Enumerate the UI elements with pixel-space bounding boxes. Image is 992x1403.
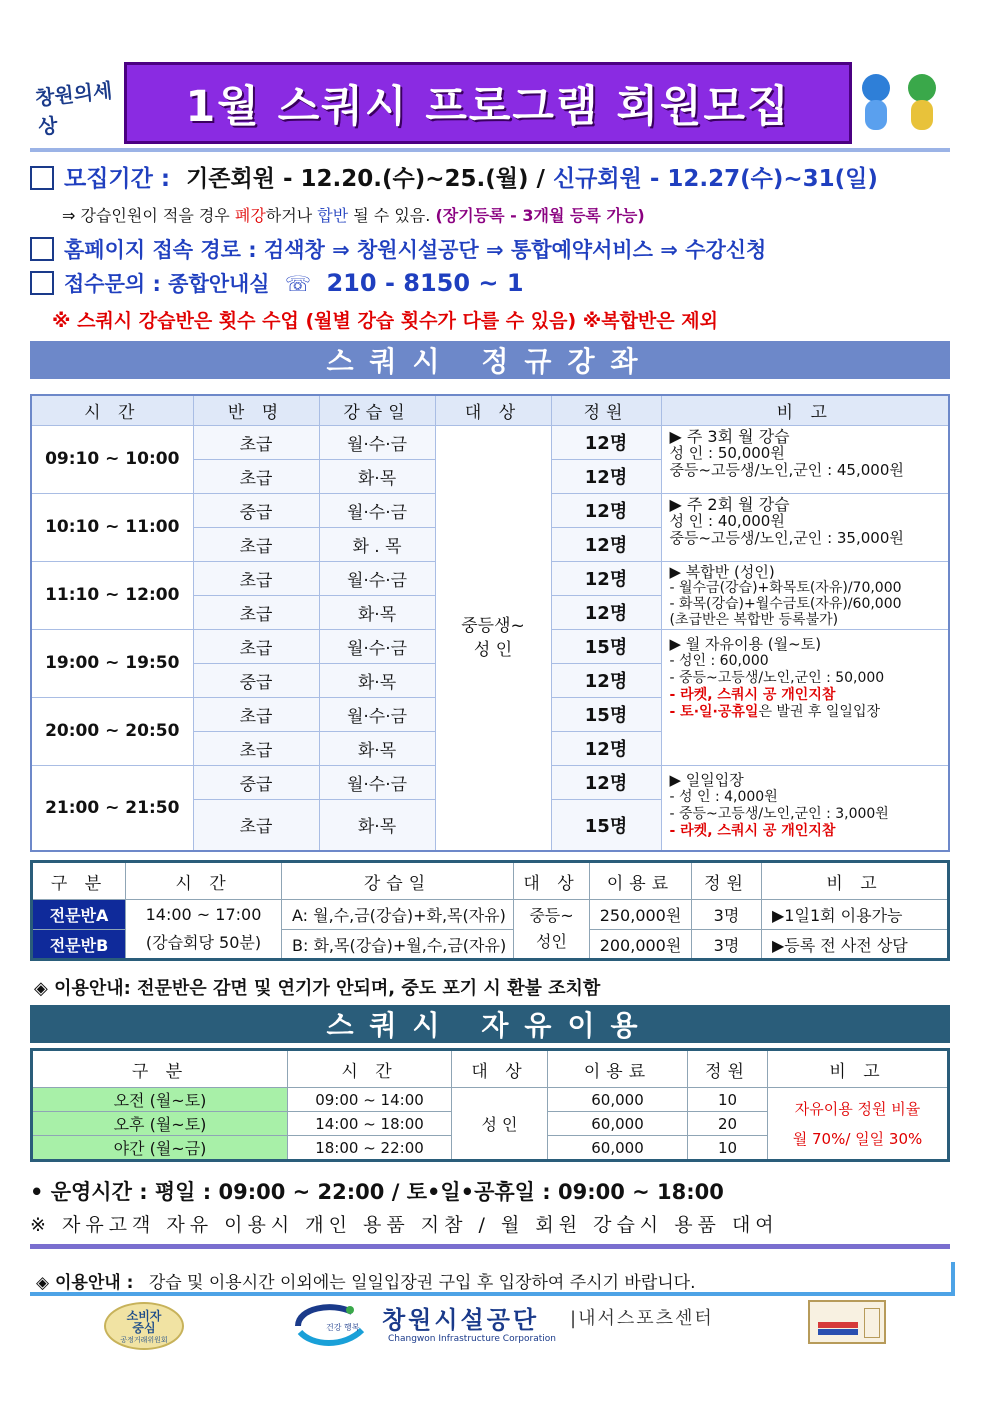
note-line: 성 인 : 40,000원	[669, 511, 785, 530]
mascot-icons	[856, 74, 948, 134]
col-header: 대 상	[435, 395, 551, 425]
free-note-line: 월 70%/ 일일 30%	[792, 1129, 923, 1148]
capacity: 12명	[551, 765, 661, 799]
time-slot: 11:10 ~ 12:00	[31, 561, 193, 629]
free-target: 성 인	[452, 1088, 548, 1161]
class-days: 화 . 목	[319, 527, 435, 561]
note-weekly-2	[661, 493, 949, 561]
table-header-row	[31, 395, 949, 425]
col-header: 시 간	[31, 395, 193, 425]
class-level: 중급	[193, 765, 319, 799]
note-line: - 라켓, 스쿼시 공 개인지참	[669, 822, 836, 839]
capacity: 12명	[551, 561, 661, 595]
pro-target-line: 성인	[536, 932, 567, 951]
footer-notice	[30, 1262, 955, 1296]
target-line: 중등생~	[461, 615, 525, 636]
class-days: 화·목	[319, 731, 435, 765]
checkbox-icon	[30, 237, 54, 261]
col-header: 반 명	[193, 395, 319, 425]
note-line: - 성 인 : 4,000원	[669, 788, 778, 805]
free-capacity: 20	[688, 1112, 768, 1136]
class-level: 중급	[193, 663, 319, 697]
col-header: 이용료	[590, 862, 692, 900]
col-header: 강습일	[319, 395, 435, 425]
note-line: 은 발권 후 일일입장	[758, 703, 880, 720]
pro-class-table	[30, 860, 950, 961]
pro-days: B: 화,목(강습)+월,수,금(자유)	[282, 930, 514, 960]
table-row	[32, 1088, 949, 1112]
col-header: 비 고	[762, 862, 949, 900]
contact-number: 210 - 8150 ~ 1	[326, 269, 524, 297]
col-header: 정원	[551, 395, 661, 425]
class-level: 초급	[193, 731, 319, 765]
time-slot: 09:10 ~ 10:00	[31, 425, 193, 493]
footer-text: 강습 및 이용시간 이외에는 일일입장권 구입 후 입장하여 주시기 바랍니다.	[148, 1273, 696, 1293]
note-monthly-free	[661, 629, 949, 765]
class-days: 월·수·금	[319, 629, 435, 663]
note-daily	[661, 765, 949, 851]
free-note-line: 자유이용 정원 비율	[794, 1099, 921, 1118]
note-line: ▶ 주 3회 월 강습	[669, 426, 790, 446]
free-capacity: 10	[688, 1136, 768, 1161]
pro-target	[514, 900, 590, 960]
changwon-logo: 창원의세상	[34, 78, 114, 140]
recruit-existing: 기존회원 - 12.20.(수)~25.(월)	[186, 166, 529, 192]
col-header: 대 상	[514, 862, 590, 900]
class-notice: ※ 스쿼시 강습반은 횟수 수업 (월별 강습 횟수가 다를 수 있음) ※복합반은 제외	[52, 310, 718, 332]
recruit-new: 신규회원 - 12.27(수)~31(일)	[552, 166, 878, 192]
footer-label: ◈ 이용안내 :	[36, 1273, 134, 1293]
table-row	[32, 900, 949, 930]
title-banner	[124, 62, 852, 144]
note-line: ▶ 일일입장	[669, 770, 744, 789]
col-header: 시 간	[288, 1050, 452, 1088]
consumer-logo-text: 공정거래위원회	[120, 1336, 168, 1344]
homepage-path-text: 홈페이지 접속 경로 : 검색창 ⇒ 창원시설공단 ⇒ 통합예약서비스 ⇒ 수강신청	[64, 238, 767, 262]
col-header: 비 고	[661, 395, 949, 425]
class-level: 초급	[193, 425, 319, 459]
class-days: 월·수·금	[319, 765, 435, 799]
pro-class-label: 전문반A	[32, 900, 126, 930]
pro-note: ▶1일1회 이용가능	[762, 900, 949, 930]
free-time: 14:00 ~ 18:00	[288, 1112, 452, 1136]
capacity: 12명	[551, 731, 661, 765]
free-period: 야간 (월~금)	[32, 1136, 288, 1161]
pro-target-line: 중등~	[529, 906, 574, 925]
class-days: 월·수·금	[319, 425, 435, 459]
class-level: 초급	[193, 459, 319, 493]
pro-days: A: 월,수,금(강습)+화,목(자유)	[282, 900, 514, 930]
pro-note: ▶등록 전 사전 상담	[762, 930, 949, 960]
class-days: 화·목	[319, 595, 435, 629]
homepage-path	[30, 234, 766, 264]
target-cell	[435, 425, 551, 851]
class-days: 화·목	[319, 799, 435, 851]
checkbox-icon	[30, 271, 54, 295]
pro-capacity: 3명	[692, 930, 762, 960]
consumer-logo-text: 소비자	[126, 1309, 162, 1323]
capacity: 12명	[551, 527, 661, 561]
note-line: 성 인 : 50,000원	[669, 443, 785, 462]
capacity: 12명	[551, 595, 661, 629]
regular-class-table	[30, 394, 950, 852]
col-header: 구 분	[32, 1050, 288, 1088]
pro-class-label: 전문반B	[32, 930, 126, 960]
center-name: |내서스포츠센터	[570, 1308, 714, 1329]
note-line: - 중등~고등생/노인,군인 : 50,000	[669, 669, 885, 686]
free-fee: 60,000	[548, 1088, 688, 1112]
class-days: 월·수·금	[319, 493, 435, 527]
table-header-row	[32, 1050, 949, 1088]
free-fee: 60,000	[548, 1112, 688, 1136]
free-time: 09:00 ~ 14:00	[288, 1088, 452, 1112]
time-slot: 20:00 ~ 20:50	[31, 697, 193, 765]
class-days: 월·수·금	[319, 561, 435, 595]
class-level: 중급	[193, 493, 319, 527]
changwon-mark-text: 건강 행복	[326, 1323, 360, 1332]
free-use-table	[30, 1048, 950, 1162]
note-line: 중등~고등생/노인,군인 : 35,000원	[669, 528, 904, 547]
note-merged: 합반	[317, 206, 349, 225]
header-divider	[30, 148, 950, 152]
col-header: 비 고	[768, 1050, 949, 1088]
target-line: 성 인	[473, 639, 513, 660]
blue-mascot-icon	[856, 74, 896, 132]
note-line: - 토·일·공휴일	[669, 703, 759, 720]
consumer-logo-text: 중심	[132, 1321, 156, 1335]
recruit-note	[62, 203, 645, 226]
table-row	[31, 425, 949, 459]
capacity: 12명	[551, 493, 661, 527]
note-line: 중등~고등생/노인,군인 : 45,000원	[669, 460, 904, 479]
note-prefix: ⇒ 강습인원이 적을 경우	[62, 206, 235, 225]
free-capacity: 10	[688, 1088, 768, 1112]
org-subtitle: Changwon Infrastructure Corporation	[388, 1334, 556, 1344]
pro-time	[126, 900, 282, 960]
note-line: - 라켓, 스쿼시 공 개인지참	[669, 686, 836, 703]
org-name: 창원시설공단	[382, 1306, 540, 1334]
equipment-note: ※ 자유고객 자유 이용시 개인 용품 지참 / 월 회원 강습시 용품 대여	[30, 1214, 779, 1236]
note-line: - 화목(강습)+월수금토(자유)/60,000	[669, 595, 902, 612]
note-suffix: 될 수 있음.	[348, 206, 436, 225]
capacity: 12명	[551, 459, 661, 493]
recruit-period	[30, 160, 878, 193]
col-header: 대 상	[452, 1050, 548, 1088]
note-closed: 폐강	[234, 206, 266, 225]
footer-logos	[30, 1300, 950, 1360]
page-title: 1월 스쿼시 프로그램 회원모집	[185, 81, 791, 132]
checkbox-icon	[30, 166, 54, 190]
certification-emblem-icon	[808, 1300, 886, 1344]
class-level: 초급	[193, 697, 319, 731]
col-header: 강습일	[282, 862, 514, 900]
pro-notice: ◈ 이용안내: 전문반은 감면 및 연기가 안되며, 중도 포기 시 환불 조치함	[34, 978, 601, 999]
pro-capacity: 3명	[692, 900, 762, 930]
free-period: 오전 (월~토)	[32, 1088, 288, 1112]
capacity: 12명	[551, 663, 661, 697]
consumer-logo	[104, 1302, 184, 1350]
header	[30, 60, 950, 145]
pro-fee: 200,000원	[590, 930, 692, 960]
capacity: 15명	[551, 697, 661, 731]
note-line: - 중등~고등생/노인,군인 : 3,000원	[669, 805, 889, 822]
note-line: ▶ 월 자유이용 (월~토)	[669, 634, 822, 653]
note-mid: 하거나	[265, 206, 318, 225]
capacity: 12명	[551, 425, 661, 459]
col-header: 정원	[692, 862, 762, 900]
pro-fee: 250,000원	[590, 900, 692, 930]
pro-time-line: (강습회당 50분)	[145, 933, 262, 952]
free-period: 오후 (월~토)	[32, 1112, 288, 1136]
capacity: 15명	[551, 629, 661, 663]
note-line: - 월수금(강습)+화목토(자유)/70,000	[669, 579, 902, 596]
col-header: 시 간	[126, 862, 282, 900]
green-mascot-icon	[902, 74, 942, 132]
class-level: 초급	[193, 595, 319, 629]
time-slot: 21:00 ~ 21:50	[31, 765, 193, 851]
free-note	[768, 1088, 949, 1161]
operating-hours: • 운영시간 : 평일 : 09:00 ~ 22:00 / 토•일•공휴일 : 09:00 ~ 18:00	[30, 1180, 724, 1204]
class-level: 초급	[193, 629, 319, 663]
note-line: ▶ 주 2회 월 강습	[669, 494, 790, 514]
free-time: 18:00 ~ 22:00	[288, 1136, 452, 1161]
class-level: 초급	[193, 527, 319, 561]
class-days: 화·목	[319, 663, 435, 697]
capacity: 15명	[551, 799, 661, 851]
recruit-label: 모집기간 :	[64, 166, 171, 192]
time-slot: 19:00 ~ 19:50	[31, 629, 193, 697]
note-line: - 성인 : 60,000	[669, 652, 769, 669]
section-divider	[30, 1244, 950, 1249]
contact-info	[30, 268, 524, 298]
col-header: 정원	[688, 1050, 768, 1088]
note-combined	[661, 561, 949, 629]
table-header-row	[32, 862, 949, 900]
free-fee: 60,000	[548, 1136, 688, 1161]
time-slot: 10:10 ~ 11:00	[31, 493, 193, 561]
note-line: ▶ 복합반 (성인)	[669, 562, 775, 581]
free-use-band: 스쿼시 자유이용	[30, 1005, 950, 1043]
recruit-separator: /	[528, 166, 553, 192]
class-days: 화·목	[319, 459, 435, 493]
regular-class-band: 스쿼시 정규강좌	[30, 341, 950, 379]
col-header: 구 분	[32, 862, 126, 900]
class-level: 초급	[193, 561, 319, 595]
class-level: 초급	[193, 799, 319, 851]
note-line: (초급반은 복합반 등록불가)	[669, 611, 839, 628]
pro-time-line: 14:00 ~ 17:00	[145, 905, 262, 924]
class-days: 월·수·금	[319, 697, 435, 731]
changwon-mark-icon	[292, 1300, 368, 1350]
note-long-term: (장기등록 - 3개월 등록 가능)	[435, 206, 645, 225]
note-weekly-3	[661, 425, 949, 493]
contact-label: 접수문의 : 종합안내실	[64, 272, 270, 296]
col-header: 이용료	[548, 1050, 688, 1088]
phone-icon: ☏	[284, 272, 312, 296]
